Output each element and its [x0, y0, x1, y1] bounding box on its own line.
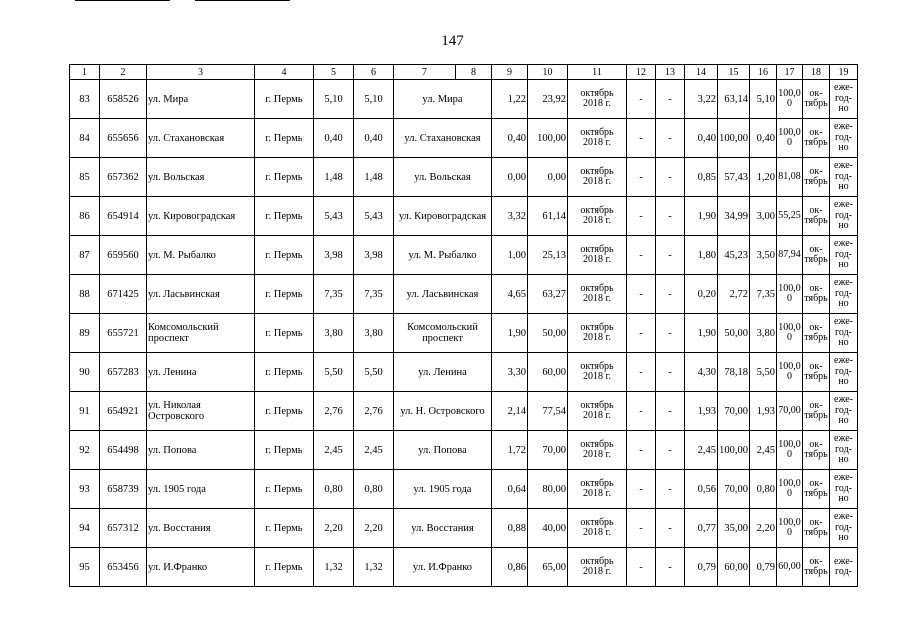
- city-name: г. Пермь: [255, 548, 314, 587]
- city-name: г. Пермь: [255, 119, 314, 158]
- value-col9: 4,65: [492, 275, 528, 314]
- value-col5: 5,50: [314, 353, 354, 392]
- row-number: 93: [70, 470, 100, 509]
- city-name: г. Пермь: [255, 80, 314, 119]
- value-col17: 100,0 0: [777, 314, 803, 353]
- street-name: ул. Вольская: [147, 158, 255, 197]
- month-cell: ок- тябрь: [803, 197, 830, 236]
- value-col5: 3,80: [314, 314, 354, 353]
- value-col15: 35,00: [718, 509, 750, 548]
- table-row: [70, 431, 858, 470]
- value-col15: 63,14: [718, 80, 750, 119]
- value-col6: 3,98: [354, 236, 394, 275]
- row-number: 88: [70, 275, 100, 314]
- frequency-cell: еже- год- но: [830, 158, 858, 197]
- street-name: ул. Кировоградская: [147, 197, 255, 236]
- data-table: [69, 64, 858, 587]
- date-cell: октябрь 2018 г.: [568, 314, 627, 353]
- value-col9: 1,90: [492, 314, 528, 353]
- value-col12: -: [627, 197, 656, 236]
- value-col16: 2,45: [750, 431, 777, 470]
- object-code: 655656: [100, 119, 147, 158]
- column-number: 11: [568, 65, 627, 80]
- city-name: г. Пермь: [255, 509, 314, 548]
- value-col10: 40,00: [528, 509, 568, 548]
- date-cell: октябрь 2018 г.: [568, 80, 627, 119]
- column-number: 7: [394, 65, 456, 80]
- value-col13: -: [656, 548, 685, 587]
- value-col12: -: [627, 470, 656, 509]
- table-row: [70, 275, 858, 314]
- value-col17: 60,00: [777, 548, 803, 587]
- value-col10: 60,00: [528, 353, 568, 392]
- value-col10: 50,00: [528, 314, 568, 353]
- street-name: Комсомольский проспект: [147, 314, 255, 353]
- value-col17: 70,00: [777, 392, 803, 431]
- value-col17: 100,0 0: [777, 431, 803, 470]
- value-col9: 0,40: [492, 119, 528, 158]
- value-col9: 3,30: [492, 353, 528, 392]
- value-col13: -: [656, 80, 685, 119]
- value-col15: 100,00: [718, 431, 750, 470]
- column-number: 9: [492, 65, 528, 80]
- column-number: 18: [803, 65, 830, 80]
- value-col9: 1,72: [492, 431, 528, 470]
- value-col6: 2,20: [354, 509, 394, 548]
- month-cell: ок- тябрь: [803, 353, 830, 392]
- value-col12: -: [627, 80, 656, 119]
- value-col15: 2,72: [718, 275, 750, 314]
- date-cell: октябрь 2018 г.: [568, 119, 627, 158]
- table-row: [70, 548, 858, 587]
- value-col17: 87,94: [777, 236, 803, 275]
- object-code: 659560: [100, 236, 147, 275]
- value-col14: 1,93: [685, 392, 718, 431]
- column-number: 17: [777, 65, 803, 80]
- value-col16: 1,20: [750, 158, 777, 197]
- value-col5: 3,98: [314, 236, 354, 275]
- value-col15: 60,00: [718, 548, 750, 587]
- row-number: 90: [70, 353, 100, 392]
- value-col16: 0,80: [750, 470, 777, 509]
- value-col13: -: [656, 353, 685, 392]
- column-number: 5: [314, 65, 354, 80]
- column-number: 1: [70, 65, 100, 80]
- value-col12: -: [627, 353, 656, 392]
- value-col16: 1,93: [750, 392, 777, 431]
- value-col14: 0,85: [685, 158, 718, 197]
- value-col10: 80,00: [528, 470, 568, 509]
- value-col13: -: [656, 119, 685, 158]
- street-name: ул. Ленина: [147, 353, 255, 392]
- value-col5: 5,43: [314, 197, 354, 236]
- date-cell: октябрь 2018 г.: [568, 548, 627, 587]
- month-cell: ок- тябрь: [803, 314, 830, 353]
- city-name: г. Пермь: [255, 431, 314, 470]
- column-number: 6: [354, 65, 394, 80]
- street-name-2: ул. М. Рыбалко: [394, 236, 492, 275]
- date-cell: октябрь 2018 г.: [568, 509, 627, 548]
- month-cell: ок- тябрь: [803, 548, 830, 587]
- value-col6: 2,45: [354, 431, 394, 470]
- value-col6: 1,48: [354, 158, 394, 197]
- frequency-cell: еже- год- но: [830, 392, 858, 431]
- street-name-2: ул. Вольская: [394, 158, 492, 197]
- value-col12: -: [627, 509, 656, 548]
- value-col13: -: [656, 158, 685, 197]
- street-name-2: ул. Мира: [394, 80, 492, 119]
- row-number: 95: [70, 548, 100, 587]
- object-code: 655721: [100, 314, 147, 353]
- month-cell: ок- тябрь: [803, 236, 830, 275]
- value-col14: 0,56: [685, 470, 718, 509]
- frequency-cell: еже- год- но: [830, 236, 858, 275]
- column-number: 12: [627, 65, 656, 80]
- street-name-2: ул. 1905 года: [394, 470, 492, 509]
- value-col16: 3,50: [750, 236, 777, 275]
- table-row: [70, 80, 858, 119]
- object-code: 657362: [100, 158, 147, 197]
- table-row: [70, 158, 858, 197]
- value-col17: 100,0 0: [777, 80, 803, 119]
- frequency-cell: еже- год- но: [830, 314, 858, 353]
- top-rule-left: [75, 0, 170, 1]
- street-name: ул. Николая Островского: [147, 392, 255, 431]
- value-col10: 61,14: [528, 197, 568, 236]
- city-name: г. Пермь: [255, 197, 314, 236]
- value-col13: -: [656, 197, 685, 236]
- street-name-2: ул. Ласьвинская: [394, 275, 492, 314]
- object-code: 657312: [100, 509, 147, 548]
- row-number: 91: [70, 392, 100, 431]
- frequency-cell: еже- год- но: [830, 80, 858, 119]
- value-col6: 3,80: [354, 314, 394, 353]
- street-name: ул. М. Рыбалко: [147, 236, 255, 275]
- column-number: 4: [255, 65, 314, 80]
- value-col10: 77,54: [528, 392, 568, 431]
- value-col14: 1,90: [685, 314, 718, 353]
- month-cell: ок- тябрь: [803, 158, 830, 197]
- street-name: ул. 1905 года: [147, 470, 255, 509]
- column-number: 13: [656, 65, 685, 80]
- date-cell: октябрь 2018 г.: [568, 470, 627, 509]
- street-name: ул. Стахановская: [147, 119, 255, 158]
- object-code: 654921: [100, 392, 147, 431]
- value-col13: -: [656, 236, 685, 275]
- value-col12: -: [627, 392, 656, 431]
- column-number-row: [70, 65, 858, 80]
- city-name: г. Пермь: [255, 470, 314, 509]
- value-col5: 2,45: [314, 431, 354, 470]
- street-name-2: ул. Стахановская: [394, 119, 492, 158]
- value-col12: -: [627, 275, 656, 314]
- street-name-2: ул. И.Франко: [394, 548, 492, 587]
- column-number: 14: [685, 65, 718, 80]
- value-col10: 23,92: [528, 80, 568, 119]
- month-cell: ок- тябрь: [803, 119, 830, 158]
- street-name: ул. Попова: [147, 431, 255, 470]
- object-code: 654498: [100, 431, 147, 470]
- value-col9: 0,64: [492, 470, 528, 509]
- value-col6: 7,35: [354, 275, 394, 314]
- column-number: 3: [147, 65, 255, 80]
- date-cell: октябрь 2018 г.: [568, 353, 627, 392]
- value-col17: 55,25: [777, 197, 803, 236]
- row-number: 83: [70, 80, 100, 119]
- value-col9: 1,22: [492, 80, 528, 119]
- value-col17: 100,0 0: [777, 275, 803, 314]
- value-col5: 0,40: [314, 119, 354, 158]
- value-col10: 25,13: [528, 236, 568, 275]
- object-code: 653456: [100, 548, 147, 587]
- value-col16: 0,79: [750, 548, 777, 587]
- value-col14: 1,80: [685, 236, 718, 275]
- value-col16: 3,00: [750, 197, 777, 236]
- value-col13: -: [656, 314, 685, 353]
- month-cell: ок- тябрь: [803, 80, 830, 119]
- month-cell: ок- тябрь: [803, 392, 830, 431]
- value-col12: -: [627, 314, 656, 353]
- value-col5: 0,80: [314, 470, 354, 509]
- value-col6: 2,76: [354, 392, 394, 431]
- value-col12: -: [627, 431, 656, 470]
- table-row: [70, 470, 858, 509]
- street-name: ул. Восстания: [147, 509, 255, 548]
- object-code: 654914: [100, 197, 147, 236]
- value-col16: 5,10: [750, 80, 777, 119]
- table-row: [70, 392, 858, 431]
- value-col5: 2,20: [314, 509, 354, 548]
- row-number: 86: [70, 197, 100, 236]
- value-col10: 70,00: [528, 431, 568, 470]
- value-col10: 63,27: [528, 275, 568, 314]
- value-col5: 1,48: [314, 158, 354, 197]
- date-cell: октябрь 2018 г.: [568, 392, 627, 431]
- month-cell: ок- тябрь: [803, 431, 830, 470]
- object-code: 658526: [100, 80, 147, 119]
- value-col13: -: [656, 392, 685, 431]
- value-col16: 7,35: [750, 275, 777, 314]
- value-col10: 100,00: [528, 119, 568, 158]
- value-col6: 0,80: [354, 470, 394, 509]
- row-number: 84: [70, 119, 100, 158]
- value-col14: 3,22: [685, 80, 718, 119]
- street-name-2: ул. Ленина: [394, 353, 492, 392]
- value-col14: 0,79: [685, 548, 718, 587]
- column-number: 10: [528, 65, 568, 80]
- value-col15: 50,00: [718, 314, 750, 353]
- value-col5: 7,35: [314, 275, 354, 314]
- value-col13: -: [656, 470, 685, 509]
- value-col17: 100,0 0: [777, 353, 803, 392]
- value-col9: 2,14: [492, 392, 528, 431]
- city-name: г. Пермь: [255, 314, 314, 353]
- value-col16: 3,80: [750, 314, 777, 353]
- table-row: [70, 119, 858, 158]
- street-name-2: ул. Восстания: [394, 509, 492, 548]
- value-col14: 4,30: [685, 353, 718, 392]
- value-col14: 1,90: [685, 197, 718, 236]
- row-number: 94: [70, 509, 100, 548]
- value-col9: 0,88: [492, 509, 528, 548]
- value-col9: 1,00: [492, 236, 528, 275]
- value-col13: -: [656, 431, 685, 470]
- street-name: ул. И.Франко: [147, 548, 255, 587]
- city-name: г. Пермь: [255, 275, 314, 314]
- value-col12: -: [627, 548, 656, 587]
- table-row: [70, 509, 858, 548]
- column-number: 16: [750, 65, 777, 80]
- value-col6: 1,32: [354, 548, 394, 587]
- value-col14: 0,40: [685, 119, 718, 158]
- object-code: 658739: [100, 470, 147, 509]
- value-col17: 100,0 0: [777, 470, 803, 509]
- value-col15: 57,43: [718, 158, 750, 197]
- value-col15: 70,00: [718, 470, 750, 509]
- street-name-2: ул. Попова: [394, 431, 492, 470]
- row-number: 85: [70, 158, 100, 197]
- value-col5: 5,10: [314, 80, 354, 119]
- date-cell: октябрь 2018 г.: [568, 197, 627, 236]
- value-col6: 0,40: [354, 119, 394, 158]
- value-col16: 0,40: [750, 119, 777, 158]
- row-number: 87: [70, 236, 100, 275]
- value-col9: 0,00: [492, 158, 528, 197]
- value-col14: 0,20: [685, 275, 718, 314]
- value-col17: 100,0 0: [777, 119, 803, 158]
- value-col10: 0,00: [528, 158, 568, 197]
- column-number: 8: [456, 65, 492, 80]
- value-col10: 65,00: [528, 548, 568, 587]
- value-col6: 5,50: [354, 353, 394, 392]
- object-code: 671425: [100, 275, 147, 314]
- value-col13: -: [656, 509, 685, 548]
- value-col15: 78,18: [718, 353, 750, 392]
- city-name: г. Пермь: [255, 392, 314, 431]
- value-col14: 0,77: [685, 509, 718, 548]
- value-col13: -: [656, 275, 685, 314]
- value-col5: 1,32: [314, 548, 354, 587]
- date-cell: октябрь 2018 г.: [568, 158, 627, 197]
- value-col6: 5,43: [354, 197, 394, 236]
- date-cell: октябрь 2018 г.: [568, 431, 627, 470]
- value-col15: 45,23: [718, 236, 750, 275]
- month-cell: ок- тябрь: [803, 275, 830, 314]
- value-col17: 100,0 0: [777, 509, 803, 548]
- street-name-2: ул. Кировоградская: [394, 197, 492, 236]
- value-col12: -: [627, 119, 656, 158]
- value-col16: 2,20: [750, 509, 777, 548]
- column-number: 2: [100, 65, 147, 80]
- value-col12: -: [627, 158, 656, 197]
- date-cell: октябрь 2018 г.: [568, 275, 627, 314]
- value-col9: 3,32: [492, 197, 528, 236]
- city-name: г. Пермь: [255, 353, 314, 392]
- street-name-2: ул. Н. Островского: [394, 392, 492, 431]
- date-cell: октябрь 2018 г.: [568, 236, 627, 275]
- table-row: [70, 314, 858, 353]
- street-name: ул. Мира: [147, 80, 255, 119]
- object-code: 657283: [100, 353, 147, 392]
- row-number: 92: [70, 431, 100, 470]
- frequency-cell: еже- год- но: [830, 431, 858, 470]
- value-col12: -: [627, 236, 656, 275]
- value-col6: 5,10: [354, 80, 394, 119]
- page-number: 147: [441, 33, 464, 49]
- row-number: 89: [70, 314, 100, 353]
- value-col15: 34,99: [718, 197, 750, 236]
- frequency-cell: еже- год- но: [830, 470, 858, 509]
- month-cell: ок- тябрь: [803, 509, 830, 548]
- value-col14: 2,45: [685, 431, 718, 470]
- street-name-2: Комсомольский проспект: [394, 314, 492, 353]
- table-row: [70, 353, 858, 392]
- street-name: ул. Ласьвинская: [147, 275, 255, 314]
- city-name: г. Пермь: [255, 158, 314, 197]
- value-col5: 2,76: [314, 392, 354, 431]
- month-cell: ок- тябрь: [803, 470, 830, 509]
- value-col16: 5,50: [750, 353, 777, 392]
- column-number: 15: [718, 65, 750, 80]
- value-col15: 70,00: [718, 392, 750, 431]
- frequency-cell: еже- год- но: [830, 509, 858, 548]
- table-row: [70, 197, 858, 236]
- column-number: 19: [830, 65, 858, 80]
- frequency-cell: еже- год- но: [830, 275, 858, 314]
- frequency-cell: еже- год- но: [830, 119, 858, 158]
- value-col15: 100,00: [718, 119, 750, 158]
- frequency-cell: еже- год-: [830, 548, 858, 587]
- table-row: [70, 236, 858, 275]
- value-col9: 0,86: [492, 548, 528, 587]
- value-col17: 81,08: [777, 158, 803, 197]
- frequency-cell: еже- год- но: [830, 353, 858, 392]
- top-rule-right: [195, 0, 290, 1]
- frequency-cell: еже- год- но: [830, 197, 858, 236]
- city-name: г. Пермь: [255, 236, 314, 275]
